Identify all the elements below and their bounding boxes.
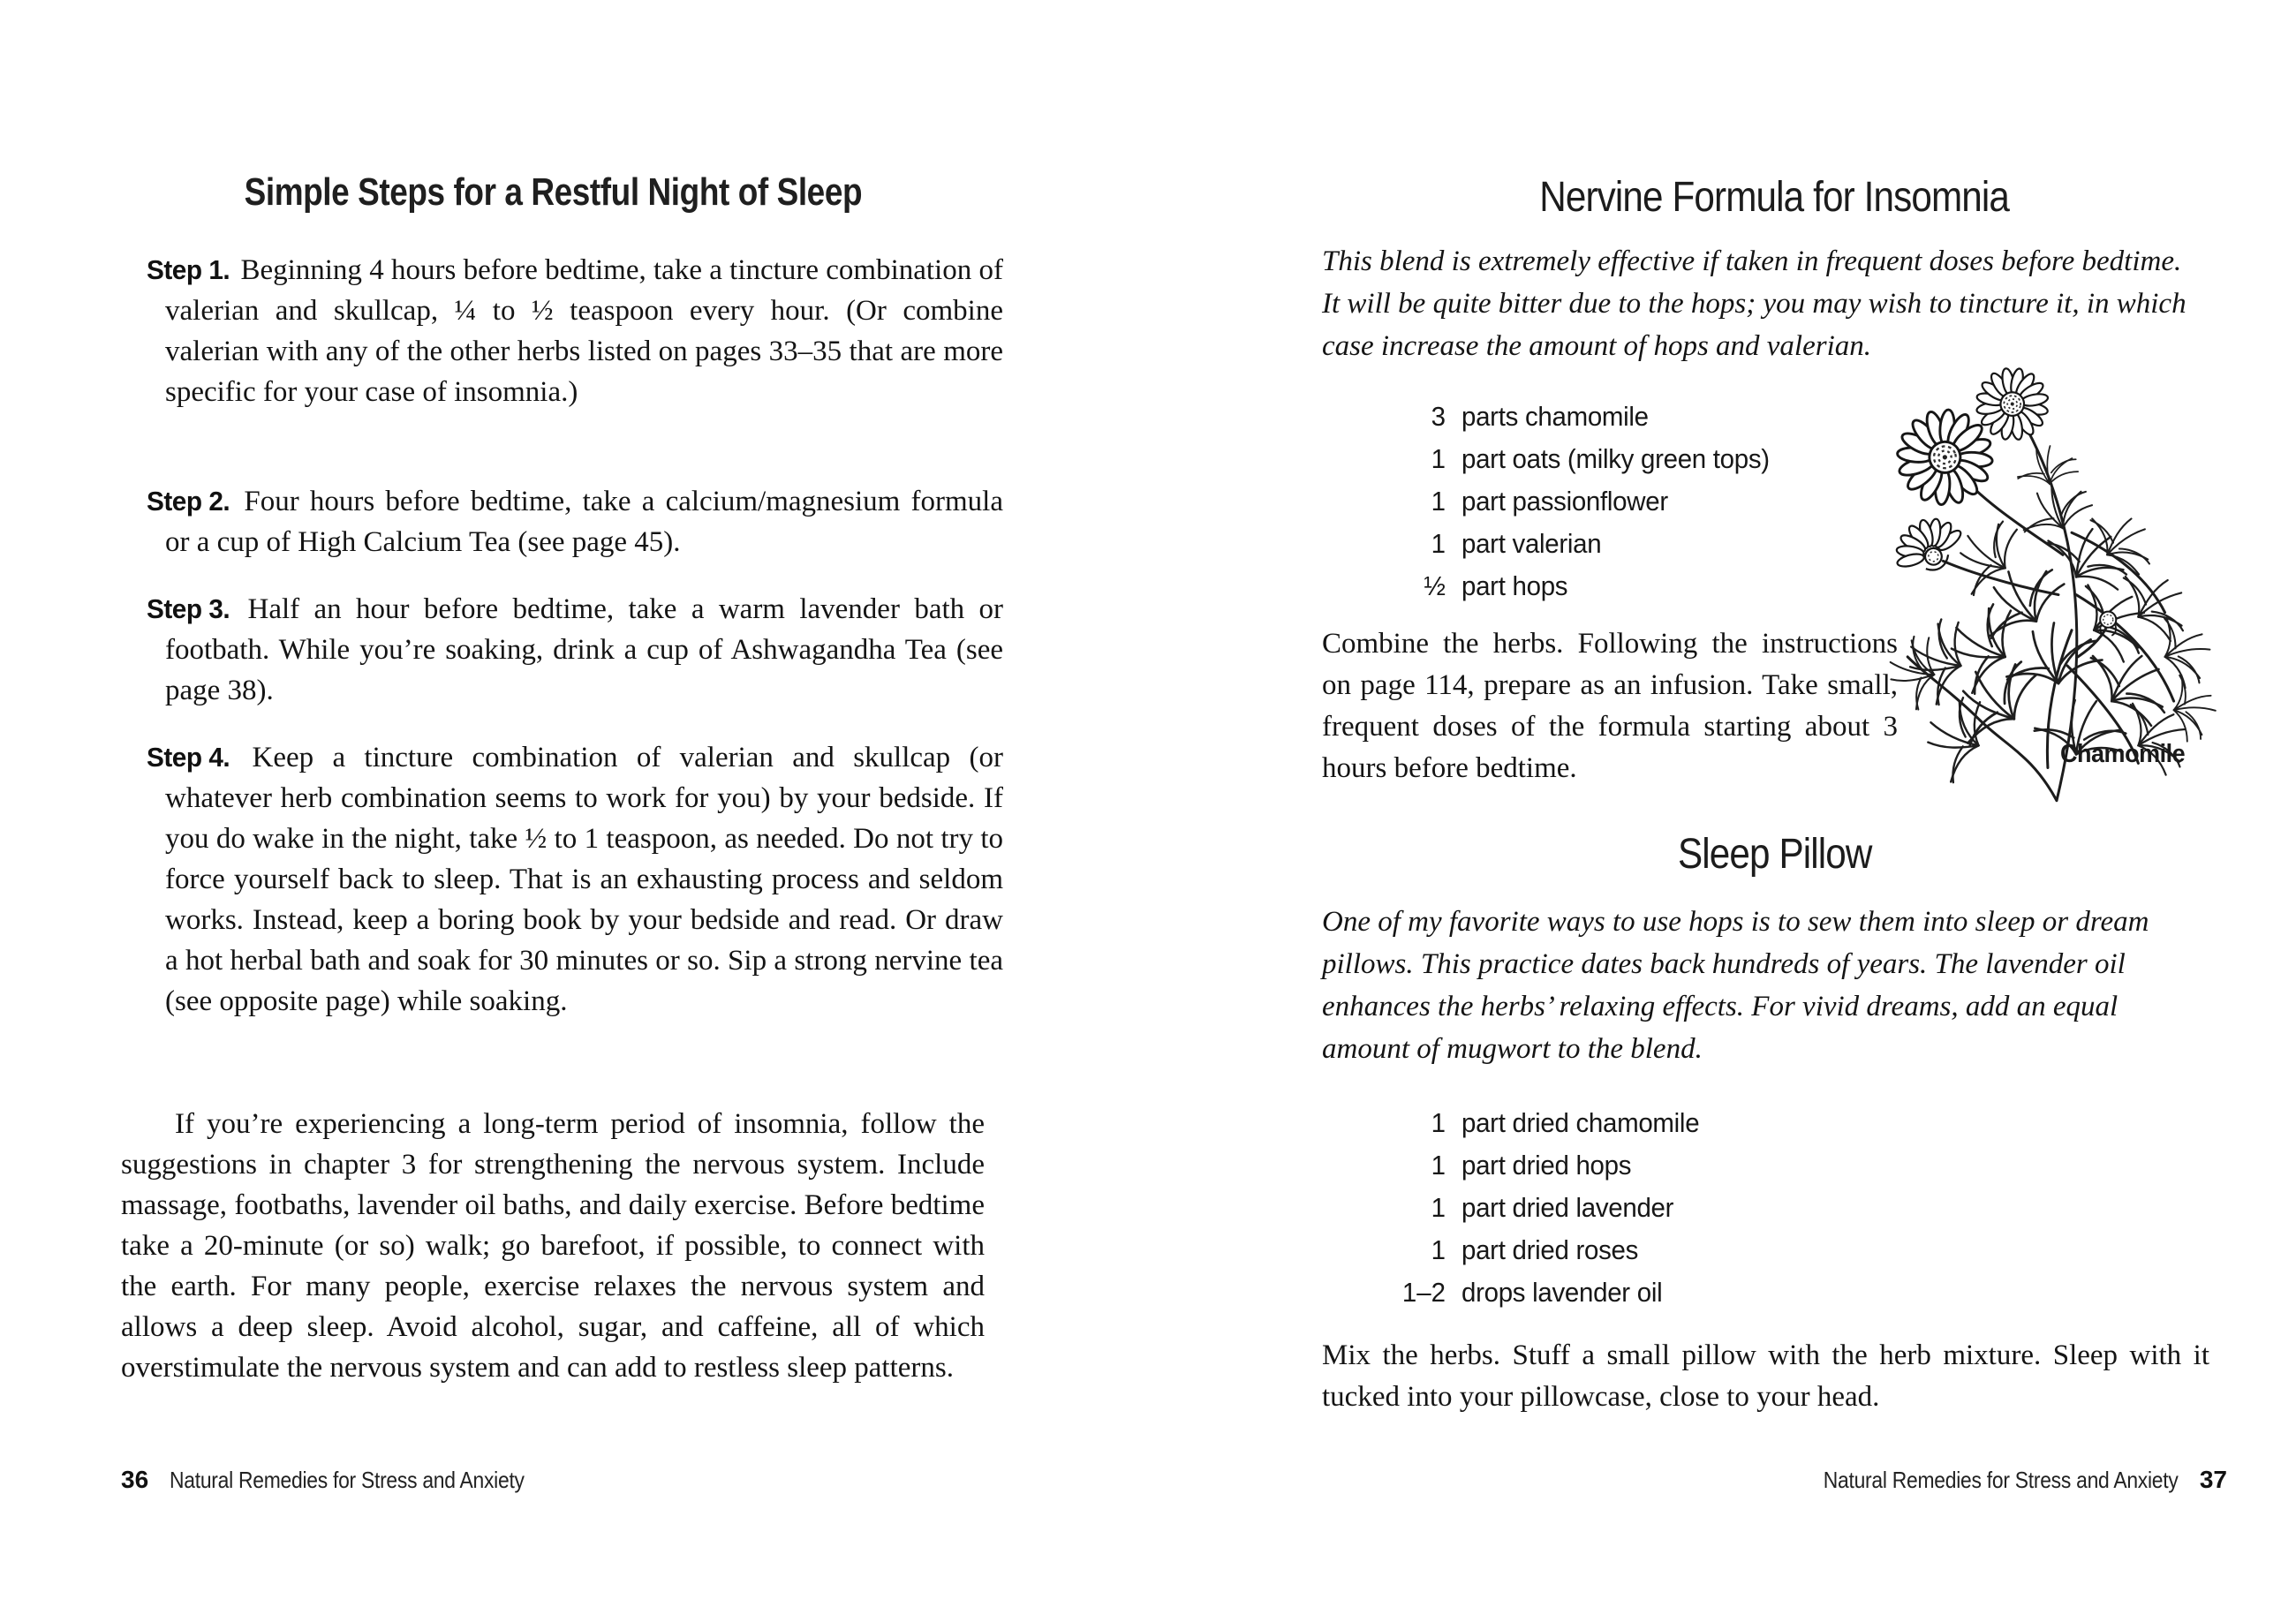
step-label: Step 2. <box>147 486 230 517</box>
page-left <box>121 0 1003 1607</box>
page-number: 36 <box>121 1466 149 1493</box>
ingredient-row <box>1375 565 1786 607</box>
step-item <box>147 250 1003 412</box>
ingredient-quantity: 1 <box>1431 1107 1446 1138</box>
ingredient-quantity: 1 <box>1431 486 1446 517</box>
ingredient-name: part dried roses <box>1461 1234 1639 1265</box>
running-book-title: Natural Remedies for Stress and Anxiety <box>170 1467 525 1493</box>
left-page-title <box>121 170 985 214</box>
step-item <box>147 589 1003 711</box>
step-text: Four hours before bedtime, take a calcium/magnesium formula or a cup of High Calcium Tea (see page 45). <box>165 486 1003 558</box>
recipe1-title <box>1322 174 2227 221</box>
ingredient-name: parts chamomile <box>1461 401 1649 432</box>
ingredient-quantity: 1–2 <box>1401 1277 1446 1308</box>
step-label: Step 3. <box>147 593 230 624</box>
ingredient-quantity: 1 <box>1431 1150 1446 1181</box>
recipe1-intro: This blend is extremely effective if taken in frequent doses before bedtime. It will be quite bitter due to the hops; you may wish to tincture it, in which case increase the amount of hops and valerian. <box>1322 245 2186 362</box>
running-book-title: Natural Remedies for Stress and Anxiety <box>1824 1467 2179 1493</box>
ingredient-row <box>1375 1144 1711 1187</box>
ingredient-quantity: ½ <box>1424 570 1446 601</box>
ingredient-row <box>1375 1187 1711 1229</box>
ingredient-name: part dried chamomile <box>1461 1107 1700 1138</box>
ingredient-quantity: 3 <box>1431 401 1446 432</box>
step-text: Beginning 4 hours before bedtime, take a tincture combination of valerian and skullcap, ¼ to ½ teaspoon every hour. (Or combine valerian with any of the other herbs listed on pages 33–35 that are more specific for your case of insomnia.) <box>165 254 1003 408</box>
recipe2-title-text: Sleep Pillow <box>1677 831 1872 878</box>
ingredient-name: part dried hops <box>1461 1150 1632 1181</box>
ingredient-name: drops lavender oil <box>1461 1277 1663 1308</box>
chamomile-caption: Chamomile <box>2060 740 2186 768</box>
closing-paragraph: If you’re experiencing a long-term period of insomnia, follow the suggestions in chapter 3 for strengthening the nervous system. Include massage, footbaths, lavender oil baths, and daily exercise. Before bedtime take a 20-minute (or so) walk; go barefoot, if possible, to connect with the earth. For many people, exercise relaxes the nervous system and allows a deep sleep. Avoid alcohol, sugar, and caffeine, all of which overstimulate the nervous system and can add to restless sleep patterns. <box>121 1108 985 1384</box>
right-footer <box>1775 1466 2227 1494</box>
recipe1-ingredients <box>1375 396 1786 607</box>
ingredient-name: part valerian <box>1461 528 1602 559</box>
recipe2-title <box>1322 831 2227 878</box>
ingredient-quantity: 1 <box>1431 443 1446 474</box>
ingredient-row <box>1375 1229 1711 1271</box>
step-item <box>147 481 1003 562</box>
ingredient-quantity: 1 <box>1431 1192 1446 1223</box>
ingredient-name: part oats (milky green tops) <box>1461 443 1770 474</box>
recipe2-instructions: Mix the herbs. Stuff a small pillow with the herb mixture. Sleep with it tucked into your pillowcase, close to your head. <box>1322 1339 2209 1413</box>
ingredient-row <box>1375 396 1786 438</box>
left-footer <box>121 1466 573 1494</box>
ingredient-name: part hops <box>1461 570 1568 601</box>
step-text: Keep a tincture combination of valerian and skullcap (or whatever herb combination seems to work for you) by your bedside. If you do wake in the night, take ½ to 1 teaspoon, as needed. Do not try to force yourself back to sleep. That is an exhausting process and seldom works. Instead, keep a boring book by your bedside and read. Or draw a hot herbal bath and soak for 30 minutes or so. Sip a strong nervine tea (see opposite page) while soaking. <box>165 742 1003 1017</box>
ingredient-row <box>1375 523 1786 565</box>
ingredient-name: part dried lavender <box>1461 1192 1674 1223</box>
step-label: Step 1. <box>147 254 230 285</box>
page-right <box>1322 0 2227 1607</box>
step-label: Step 4. <box>147 742 230 773</box>
ingredient-row <box>1375 438 1786 480</box>
step-item <box>147 737 1003 1022</box>
ingredient-quantity: 1 <box>1431 528 1446 559</box>
ingredient-row <box>1375 480 1786 523</box>
recipe1-title-text: Nervine Formula for Insomnia <box>1539 174 2010 221</box>
ingredient-quantity: 1 <box>1431 1234 1446 1265</box>
ingredient-row <box>1375 1102 1711 1144</box>
ingredient-row <box>1375 1271 1711 1314</box>
chamomile-illustration <box>1872 364 2254 804</box>
recipe2-ingredients <box>1375 1102 1711 1314</box>
ingredient-name: part passionflower <box>1461 486 1668 517</box>
left-page-title-text: Simple Steps for a Restful Night of Sleep <box>244 170 862 214</box>
step-text: Half an hour before bedtime, take a warm lavender bath or footbath. While you’re soaking, drink a cup of Ashwagandha Tea (see page 38). <box>165 593 1003 706</box>
page-number: 37 <box>2199 1466 2227 1493</box>
recipe2-intro: One of my favorite ways to use hops is to sew them into sleep or dream pillows. This practice dates back hundreds of years. The lavender oil enhances the herbs’ relaxing effects. For vivid dreams, add an equal amount of mugwort to the blend. <box>1322 906 2149 1065</box>
recipe1-instructions: Combine the herbs. Following the instructions on page 114, prepare as an infusion. Take small, frequent doses of the formula starting about 3 hours before bedtime. <box>1322 628 1898 784</box>
